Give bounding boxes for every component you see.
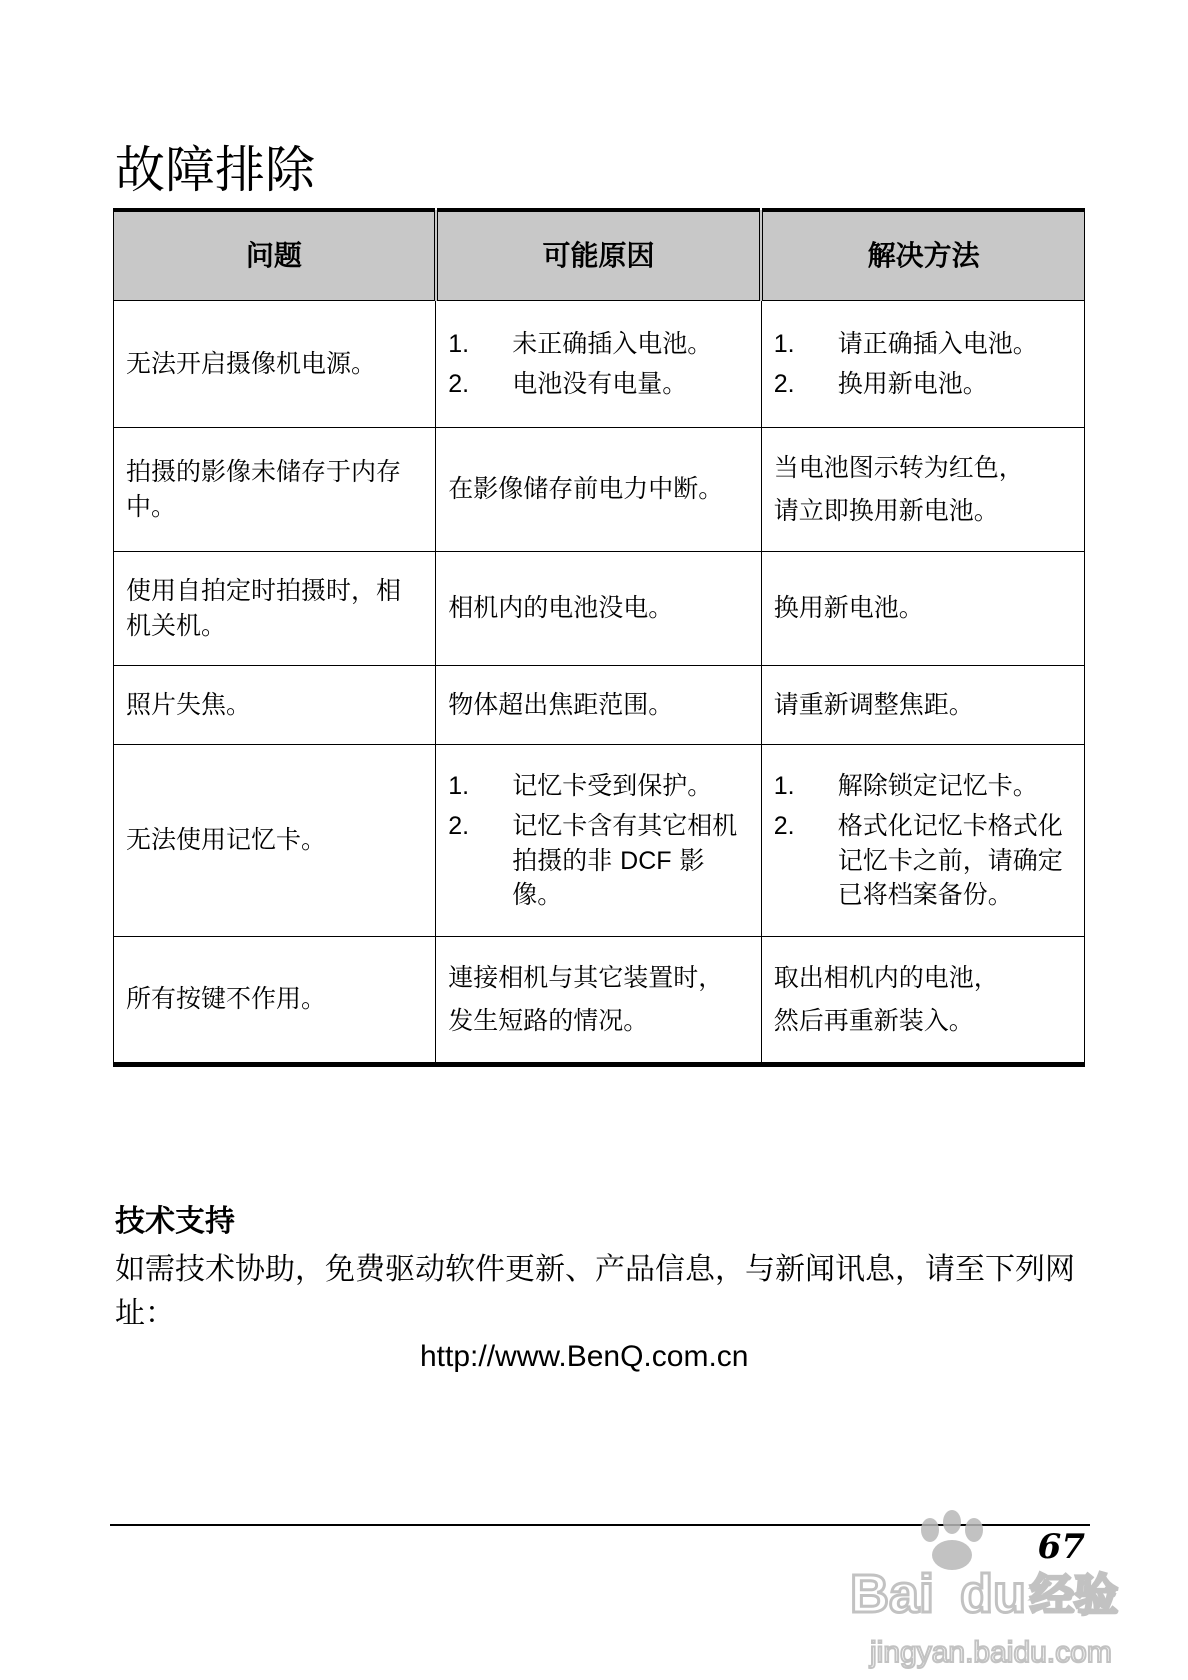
problem-cell: 使用自拍定时拍摄时，相机关机。 (114, 552, 436, 666)
problem-cell: 无法开启摄像机电源。 (114, 301, 436, 428)
cause-cell (436, 301, 761, 428)
solution-cell: 请重新调整焦距。 (761, 666, 1084, 745)
solution-line: 然后再重新装入。 (773, 1005, 974, 1035)
cause-cell: 在影像储存前电力中断。 (436, 428, 761, 552)
list-text: 格式化记忆卡格式化记忆卡之前，请确定已将档案备份。 (837, 811, 1063, 909)
table-row (114, 552, 1085, 666)
list-text: 电池没有电量。 (512, 369, 688, 398)
list-number: 2. (773, 370, 795, 398)
watermark-domain: jingyan.baidu.com (870, 1636, 1112, 1669)
watermark-brand-b: du (960, 1564, 1026, 1624)
list-number: 1. (773, 771, 795, 800)
solution-cell (761, 301, 1084, 428)
cause-cell: 物体超出焦距范围。 (436, 666, 761, 745)
list-text: 解除锁定记忆卡。 (837, 770, 1038, 800)
list-text: 请正确插入电池。 (837, 328, 1038, 358)
problem-cell: 所有按键不作用。 (114, 937, 436, 1065)
solution-line: 当电池图示转为红色， (773, 453, 1024, 482)
table-row (114, 428, 1085, 552)
problem-cell: 拍摄的影像未储存于内存中。 (114, 428, 436, 552)
table-row (114, 666, 1085, 745)
list-number: 2. (448, 370, 470, 398)
page-number: 67 (1037, 1527, 1085, 1567)
solution-line: 请立即换用新电池。 (773, 495, 999, 525)
solution-cell (761, 428, 1084, 552)
list-text-part: 记忆卡含有其它相机拍摄的非 (512, 811, 738, 875)
cause-cell (436, 745, 761, 937)
cause-cell (436, 937, 761, 1065)
troubleshooting-table (113, 208, 1085, 1067)
solution-line: 取出相机内的电池， (773, 963, 999, 992)
list-number: 2. (773, 812, 795, 840)
paw-icon (921, 1510, 983, 1570)
page-title: 故障排除 (115, 141, 315, 199)
support-heading: 技术支持 (115, 1204, 235, 1239)
list-text-part: 影像。 (512, 845, 705, 909)
cause-line: 連接相机与其它装置时， (448, 963, 724, 992)
cause-line: 发生短路的情况。 (448, 1005, 649, 1035)
list-text: 未正确插入电池。 (512, 328, 713, 358)
list-text-latin: DCF (620, 846, 672, 875)
header-solution: 解决方法 (761, 210, 1084, 301)
list-text (512, 809, 750, 913)
list-number: 2. (448, 812, 470, 840)
baidu-watermark (840, 1500, 1140, 1680)
list-text: 记忆卡受到保护。 (512, 770, 713, 800)
watermark-brand-cn: 经验 (1030, 1570, 1118, 1621)
list-text: 换用新电池。 (837, 369, 988, 398)
problem-cell: 照片失焦。 (114, 666, 436, 745)
list-number: 1. (773, 329, 795, 358)
table-row (114, 937, 1085, 1065)
header-cause: 可能原因 (436, 210, 761, 301)
cause-cell: 相机内的电池没电。 (436, 552, 761, 666)
solution-cell (761, 745, 1084, 937)
table-row (114, 301, 1085, 428)
solution-cell (761, 937, 1084, 1065)
solution-cell: 换用新电池。 (761, 552, 1084, 666)
table-row (114, 745, 1085, 937)
header-problem: 问题 (114, 210, 436, 301)
watermark-brand-a: Bai (850, 1564, 935, 1624)
support-text: 如需技术协助，免费驱动软件更新、产品信息，与新闻讯息，请至下列网址： (115, 1252, 1075, 1331)
list-number: 1. (448, 771, 470, 800)
table-header-row (114, 210, 1085, 301)
list-number: 1. (448, 329, 470, 358)
support-url[interactable]: http://www.BenQ.com.cn (420, 1340, 749, 1373)
problem-cell: 无法使用记忆卡。 (114, 745, 436, 937)
